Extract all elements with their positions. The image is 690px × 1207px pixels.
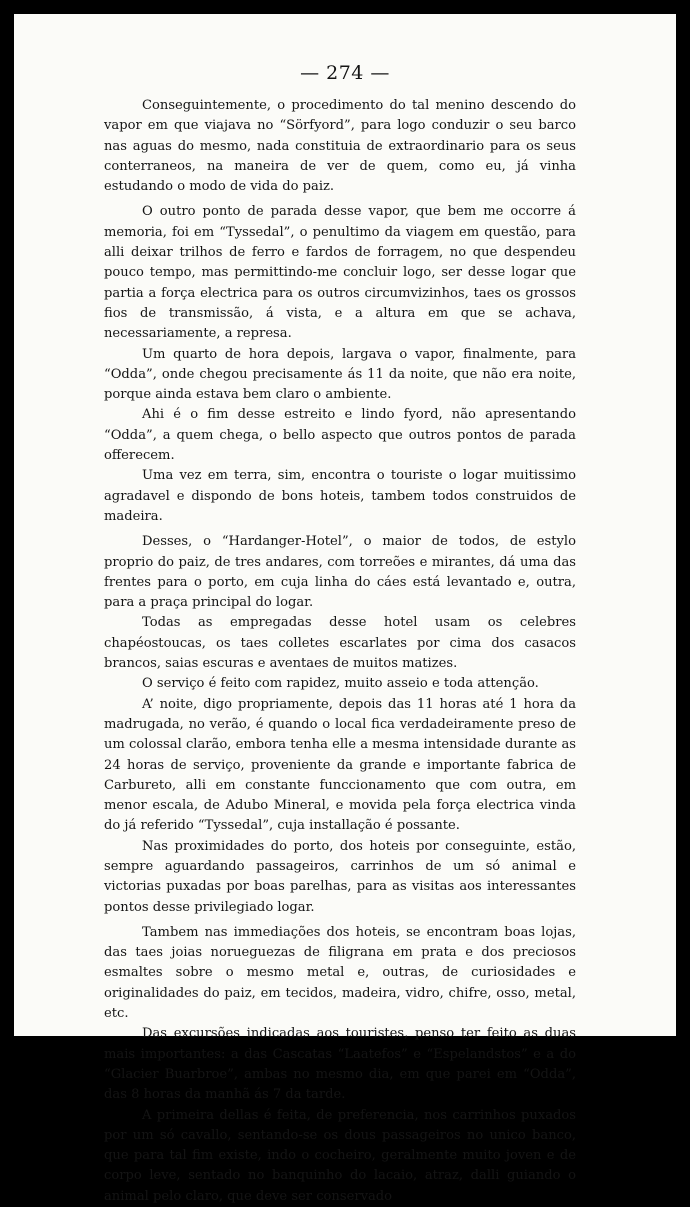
paragraph: A’ noite, digo propriamente, depois das 11 horas até 1 hora da madrugada, no verão, é quando o local fica verdadeiramente preso de um colossal clarão, embora tenha elle a mesma intensidade durante as 24 horas de serviço, proveniente da grande e importante fabrica de Carbureto, alli em constante funccionamento que com outra, em menor escala, de Adubo Mineral, e movida pela força electrica vinda do já referido “Tyssedal”, cuja installação é possante. — [104, 696, 576, 834]
paragraph: O serviço é feito com rapidez, muito asseio e toda attenção. — [142, 676, 539, 692]
paragraph: Nas proximidades do porto, dos hoteis por conseguinte, estão, sempre aguardando passageiros, carrinhos de um só animal e victorias puxadas por boas parelhas, para as visitas aos interessantes pontos desse privilegiado logar. — [104, 838, 576, 915]
book-page — [14, 14, 676, 1204]
paragraph: Tambem nas immediações dos hoteis, se encontram boas lojas, das taes joias norueguezas de filigrana em prata e dos preciosos esmaltes sobre o mesmo metal e, outras, de curiosidades e originalidades do paiz, em tecidos, madeira, vidro, chifre, osso, metal, etc. — [104, 924, 576, 1022]
paragraph: Todas as empregadas desse hotel usam os celebres chapéostoucas, os taes colletes escarlates por cima dos casacos brancos, saias escuras e aventaes de muitos matizes. — [104, 615, 576, 672]
paragraph: O outro ponto de parada desse vapor, que bem me occorre á memoria, foi em “Tyssedal”, o penultimo da viagem em questão, para alli deixar trilhos de ferro e fardos de forragem, no que despendeu pouco tempo, mas permittindo-me concluir logo, ser desse logar que partia a força electrica para os outros circumvizinhos, taes os grossos fios de transmissão, á vista, e a altura em que se achava, necessariamente, a represa. — [104, 204, 576, 342]
paragraph: Ahi é o fim desse estreito e lindo fyord, não apresentando “Odda”, a quem chega, o bello aspecto que outros pontos de parada offerecem. — [104, 407, 576, 464]
paragraph: Conseguintemente, o procedimento do tal menino descendo do vapor em que viajava no “Sörfyord”, para logo conduzir o seu barco nas aguas do mesmo, nada constituia de extraordinario para os seus conterraneos, na maneira de ver de quem, como eu, já vinha estudando o modo de vida do paiz. — [104, 98, 576, 195]
body-text — [104, 96, 576, 1207]
page-number: — 274 — — [300, 62, 390, 84]
paragraph: A primeira dellas é feita, de preferencia, nos carrinhos puxados por um só cavallo, sentando-se os dous passageiros no unico banco, que para tal fim existe, indo o cocheiro, geralmente muito joven e de corpo leve, sentado no banquinho do lacaio, atraz, dalli guiando o animal pelo claro, que deve ser conservado — [104, 1107, 576, 1204]
paragraph: Desses, o “Hardanger-Hotel”, o maior de todos, de estylo proprio do paiz, de tres andares, com torreões e mirantes, dá uma das frentes para o porto, em cuja linha do cáes está levantado e, outra, para a praça principal do logar. — [104, 534, 576, 611]
paragraph: Das excursões indicadas aos touristes, penso ter feito as duas mais importantes: a das Cascatas “Laatefos” e “Espelandstos” e a do “Glacier Buarbroe”, ambas no mesmo dia, em que parei em “Odda”, das 8 horas da manhã ás 7 da tarde. — [104, 1026, 576, 1103]
paragraph: Um quarto de hora depois, largava o vapor, finalmente, para “Odda”, onde chegou precisamente ás 11 da noite, que não era noite, porque ainda estava bem claro o ambiente. — [104, 346, 576, 403]
paragraph: Uma vez em terra, sim, encontra o touriste o logar muitissimo agradavel e dispondo de bons hoteis, tambem todos construidos de madeira. — [104, 468, 576, 524]
